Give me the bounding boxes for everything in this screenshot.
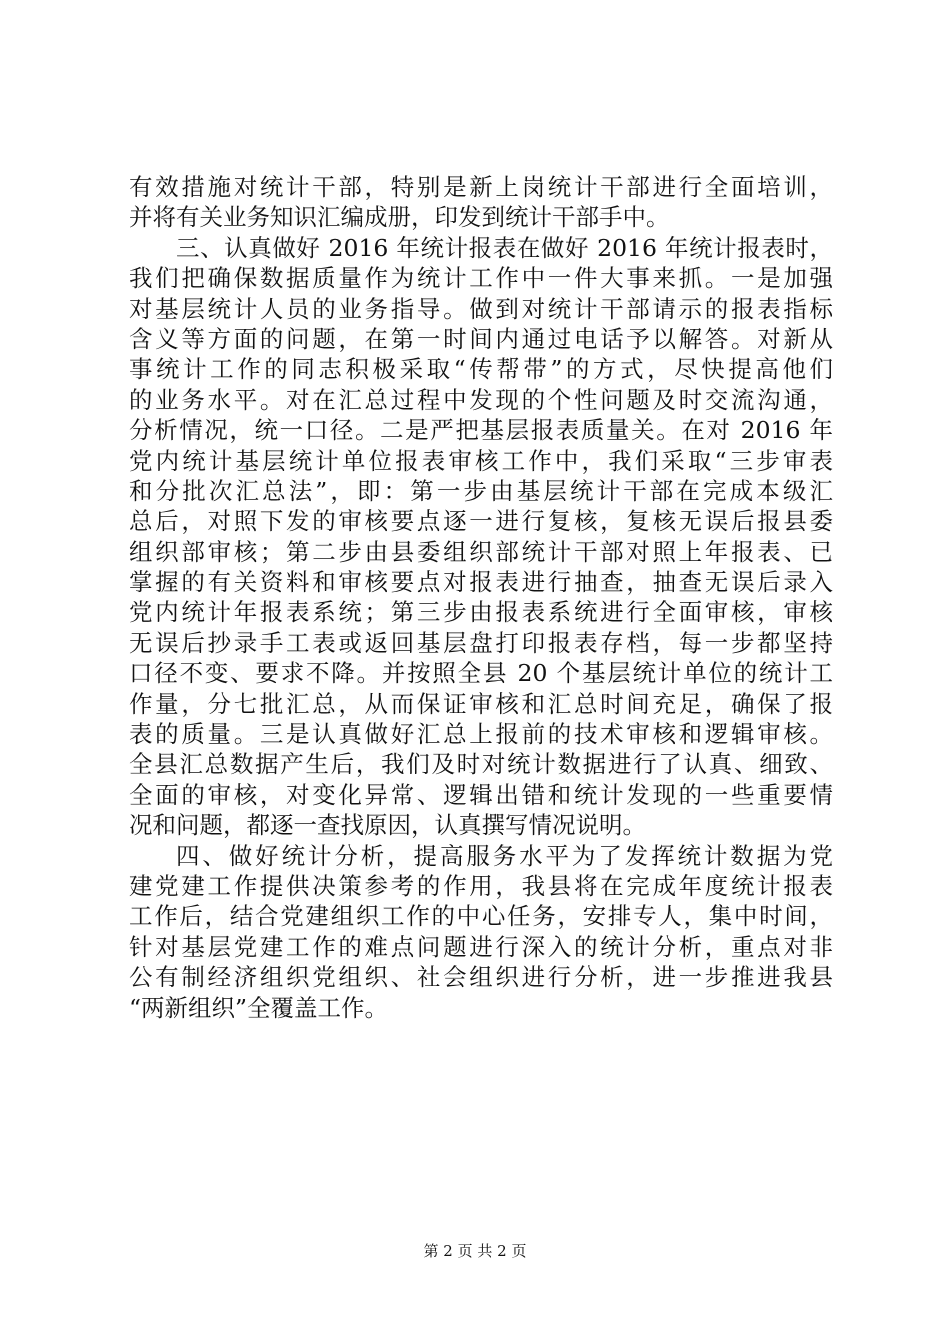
text-line: 况和问题，都逐一查找原因，认真撰写情况说明。 [129, 811, 646, 840]
text-line: 的业务水平。对在汇总过程中发现的个性问题及时交流沟通， [129, 385, 833, 414]
text-line: 表的质量。三是认真做好汇总上报前的技术审核和逻辑审核。 [129, 720, 833, 749]
text-line: 掌握的有关资料和审核要点对报表进行抽查，抽查无误后录入 [129, 568, 833, 597]
text-line: 无误后抄录手工表或返回基层盘打印报表存档，每一步都坚持 [129, 628, 833, 657]
text-line: 公有制经济组织党组织、社会组织进行分析，进一步推进我县 [129, 963, 833, 992]
text-line: 全县汇总数据产生后，我们及时对统计数据进行了认真、细致、 [129, 750, 833, 779]
text-line: 建党建工作提供决策参考的作用，我县将在完成年度统计报表 [129, 871, 833, 900]
section-heading-line: 四、做好统计分析，提高服务水平为了发挥统计数据为党 [176, 841, 833, 870]
text-line: 党内统计基层统计单位报表审核工作中，我们采取“三步审表 [129, 446, 833, 475]
text-line: 全面的审核，对变化异常、逻辑出错和统计发现的一些重要情 [129, 780, 833, 809]
text-line: 口径不变、要求不降。并按照全县 20 个基层统计单位的统计工 [129, 659, 833, 688]
text-line: 工作后，结合党建组织工作的中心任务，安排专人，集中时间， [129, 902, 833, 931]
text-line: 分析情况，统一口径。二是严把基层报表质量关。在对 2016 年 [129, 416, 833, 445]
text-line: 党内统计年报表系统；第三步由报表系统进行全面审核，审核 [129, 598, 833, 627]
text-line: 我们把确保数据质量作为统计工作中一件大事来抓。一是加强 [129, 264, 833, 293]
text-line: 组织部审核；第二步由县委组织部统计干部对照上年报表、已 [129, 537, 833, 566]
document-body [129, 172, 833, 1023]
text-line: 和分批次汇总法”，即：第一步由基层统计干部在完成本级汇 [129, 476, 833, 505]
text-line: 对基层统计人员的业务指导。做到对统计干部请示的报表指标 [129, 294, 833, 323]
section-heading-line: 三、认真做好 2016 年统计报表在做好 2016 年统计报表时， [176, 233, 833, 262]
text-line: 并将有关业务知识汇编成册，印发到统计干部手中。 [129, 203, 670, 232]
text-line: 含义等方面的问题，在第一时间内通过电话予以解答。对新从 [129, 324, 833, 353]
text-line: 作量，分七批汇总，从而保证审核和汇总时间充足，确保了报 [129, 689, 833, 718]
page-number-footer: 第 2 页 共 2 页 [423, 1242, 527, 1260]
text-line: 有效措施对统计干部，特别是新上岗统计干部进行全面培训， [129, 173, 833, 201]
text-line: 总后，对照下发的审核要点逐一进行复核，复核无误后报县委 [129, 507, 833, 536]
text-line: 针对基层党建工作的难点问题进行深入的统计分析，重点对非 [129, 932, 833, 961]
text-line: “两新组织”全覆盖工作。 [129, 993, 389, 1022]
text-line: 事统计工作的同志积极采取“传帮带”的方式，尽快提高他们 [129, 355, 833, 384]
